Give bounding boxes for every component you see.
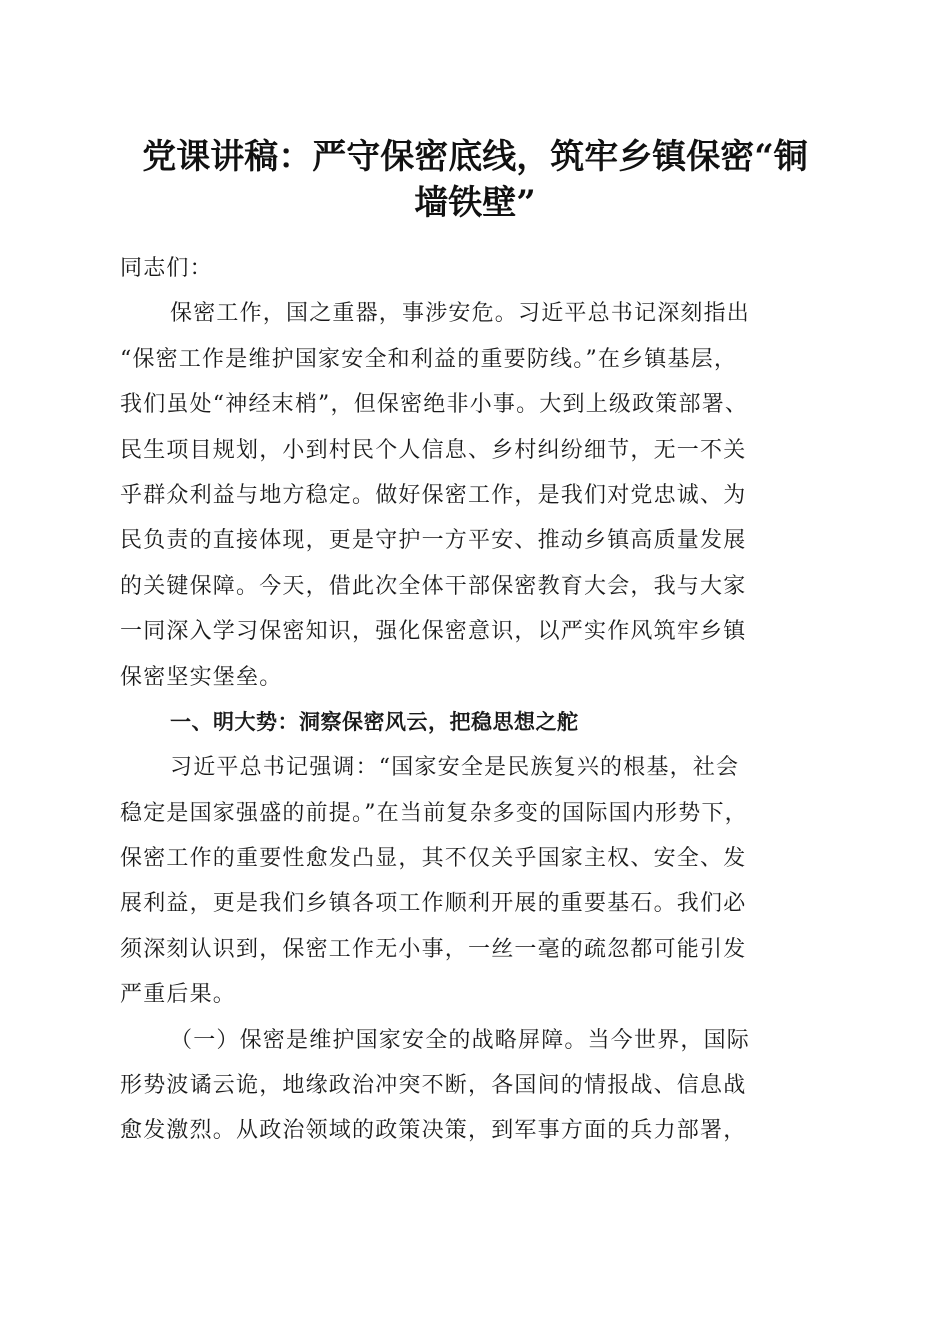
text-line: 乎群众利益与地方稳定。做好保密工作，是我们对党忠诚、为 [120,482,747,508]
document-body [120,246,830,1154]
text-line: 稳定是国家强盛的前提。”在当前复杂多变的国际国内形势下， [120,800,748,826]
text-line: 一同深入学习保密知识，强化保密意识，以严实作风筑牢乡镇 [120,619,747,645]
text-line: （一）保密是维护国家安全的战略屏障。当今世界，国际 [170,1027,751,1053]
text-line: 保密坚实堡垒。 [120,664,283,690]
subsection-paragraph [120,1018,830,1154]
text-line: 严重后果。 [120,982,237,1008]
section-heading: 一、明大势：洞察保密风云，把稳思想之舵 [170,709,579,734]
text-line: 愈发激烈。从政治领域的政策决策，到军事方面的兵力部署， [120,1118,747,1144]
intro-paragraph [120,291,830,700]
text-line: 民负责的直接体现，更是守护一方平安、推动乡镇高质量发展 [120,528,747,554]
text-line: 我们虽处“神经末梢”，但保密绝非小事。大到上级政策部署、 [120,392,749,418]
text-line: 形势波谲云诡，地缘政治冲突不断，各国间的情报战、信息战 [120,1073,747,1099]
title-line-2: 墙铁壁” [414,183,536,223]
text-line: 民生项目规划，小到村民个人信息、乡村纠纷细节，无一不关 [120,437,747,463]
text-line: 习近平总书记强调：“国家安全是民族复兴的根基，社会 [170,755,740,781]
section-paragraph [120,745,830,1017]
text-line: 保密工作的重要性愈发凸显，其不仅关乎国家主权、安全、发 [120,846,747,872]
document-title [100,134,850,226]
text-line: 的关键保障。今天，借此次全体干部保密教育大会，我与大家 [120,573,747,599]
title-line-1: 党课讲稿：严守保密底线，筑牢乡镇保密“铜 [142,137,808,177]
salutation: 同志们： [120,256,213,281]
text-line: “保密工作是维护国家安全和利益的重要防线。”在乡镇基层， [120,346,738,372]
text-line: 保密工作，国之重器，事涉安危。习近平总书记深刻指出 [170,301,751,327]
text-line: 展利益，更是我们乡镇各项工作顺利开展的重要基石。我们必 [120,891,747,917]
text-line: 须深刻认识到，保密工作无小事，一丝一毫的疏忽都可能引发 [120,936,747,962]
